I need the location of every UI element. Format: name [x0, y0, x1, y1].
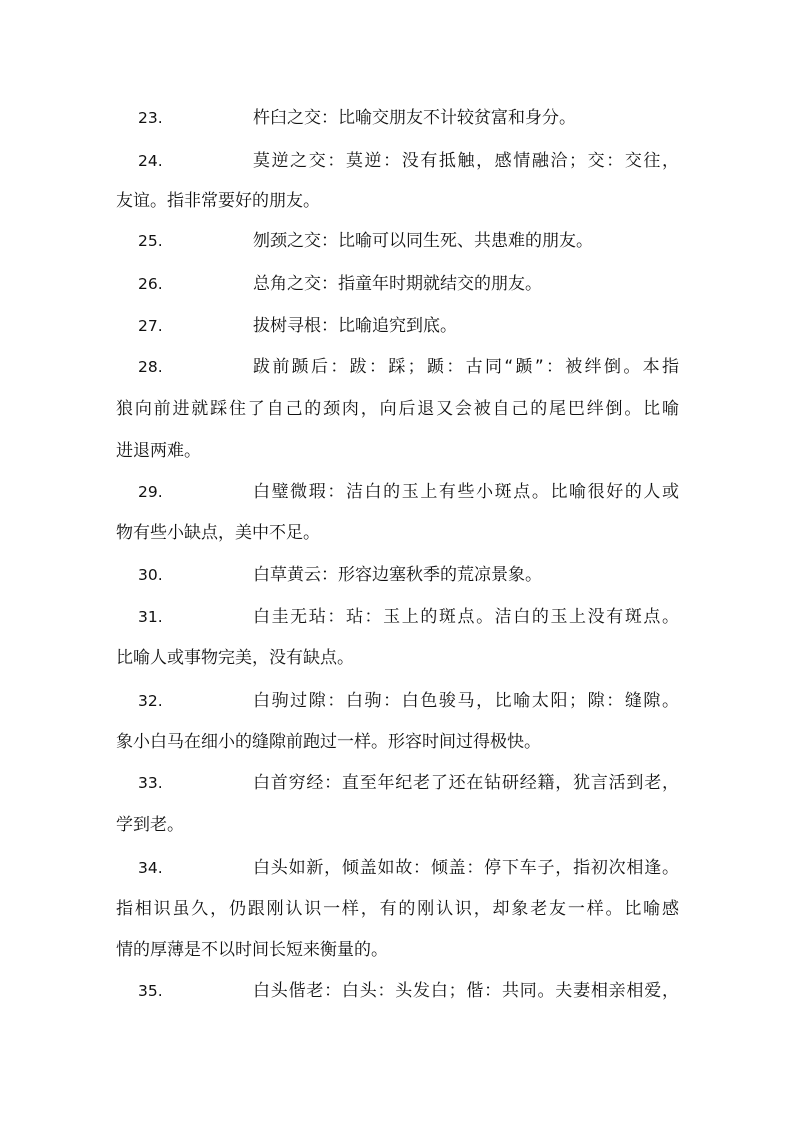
entry-31-line-1: [0, 602, 794, 632]
entry-continuation: 象小白马在细小的缝隙前跑过一样。形容时间过得极快。: [116, 732, 541, 752]
entry-text: 白驹过隙：白驹：白色骏马，比喻太阳；隙：缝隙。: [253, 691, 679, 711]
entry-29-line-1: [0, 477, 794, 507]
entry-number: 34.: [138, 859, 163, 877]
entry-32-line-2: [0, 727, 794, 757]
entry-34-line-3: [0, 935, 794, 965]
entry-text: 杵臼之交：比喻交朋友不计较贫富和身分。: [253, 108, 576, 128]
entry-24-line-1: [0, 146, 794, 176]
entry-35-line-1: [0, 976, 794, 1006]
entry-number: 31.: [138, 608, 163, 626]
entry-28-line-1: [0, 352, 794, 382]
entry-text: 白头偕老：白头：头发白；偕：共同。夫妻相亲相爱，: [253, 981, 679, 1001]
entry-continuation: 进退两难。: [116, 441, 201, 461]
entry-28-line-3: [0, 436, 794, 466]
entry-text: 白首穷经：直至年纪老了还在钻研经籍，犹言活到老，: [253, 773, 679, 793]
entry-29-line-2: [0, 518, 794, 548]
entry-continuation: 学到老。: [116, 815, 184, 835]
entry-number: 30.: [138, 566, 163, 584]
entry-33-line-2: [0, 810, 794, 840]
entry-34-line-2: [0, 894, 794, 924]
entry-number: 24.: [138, 152, 163, 170]
entry-number: 23.: [138, 109, 163, 127]
entry-continuation: 比喻人或事物完美，没有缺点。: [116, 648, 354, 668]
entry-24-line-2: [0, 186, 794, 216]
entry-continuation: 情的厚薄是不以时间长短来衡量的。: [116, 940, 388, 960]
entry-26-line-1: [0, 269, 794, 299]
entry-number: 26.: [138, 275, 163, 293]
entry-text: 莫逆之交：莫逆：没有抵触，感情融洽；交：交往，: [253, 151, 679, 171]
entry-text: 白草黄云：形容边塞秋季的荒凉景象。: [253, 565, 542, 585]
entry-number: 29.: [138, 483, 163, 501]
entry-text: 总角之交：指童年时期就结交的朋友。: [253, 274, 542, 294]
entry-number: 33.: [138, 774, 163, 792]
entry-text: 跋前踬后：跋：踩；踬：古同“踬”：被绊倒。本指: [253, 357, 679, 377]
entry-27-line-1: [0, 311, 794, 341]
entry-number: 35.: [138, 982, 163, 1000]
entry-32-line-1: [0, 686, 794, 716]
entry-number: 32.: [138, 692, 163, 710]
entry-text: 拔树寻根：比喻追究到底。: [253, 316, 457, 336]
entry-continuation: 狼向前进就踩住了自己的颈肉，向后退又会被自己的尾巴绊倒。比喻: [116, 399, 679, 419]
entry-28-line-2: [0, 394, 794, 424]
entry-number: 28.: [138, 358, 163, 376]
entry-continuation: 物有些小缺点，美中不足。: [116, 523, 320, 543]
entry-30-line-1: [0, 560, 794, 590]
entry-34-line-1: [0, 853, 794, 883]
entry-text: 白璧微瑕：洁白的玉上有些小斑点。比喻很好的人或: [253, 482, 679, 502]
entry-23-line-1: [0, 103, 794, 133]
entry-text: 白圭无玷：玷：玉上的斑点。洁白的玉上没有斑点。: [253, 607, 679, 627]
entry-continuation: 指相识虽久，仍跟刚认识一样，有的刚认识，却象老友一样。比喻感: [116, 899, 679, 919]
entry-33-line-1: [0, 768, 794, 798]
entry-25-line-1: [0, 226, 794, 256]
entry-number: 25.: [138, 232, 163, 250]
entry-number: 27.: [138, 317, 163, 335]
entry-text: 白头如新，倾盖如故：倾盖：停下车子，指初次相逢。: [253, 858, 679, 878]
entry-text: 刎颈之交：比喻可以同生死、共患难的朋友。: [253, 231, 593, 251]
entry-31-line-2: [0, 643, 794, 673]
entry-continuation: 友谊。指非常要好的朋友。: [116, 191, 320, 211]
